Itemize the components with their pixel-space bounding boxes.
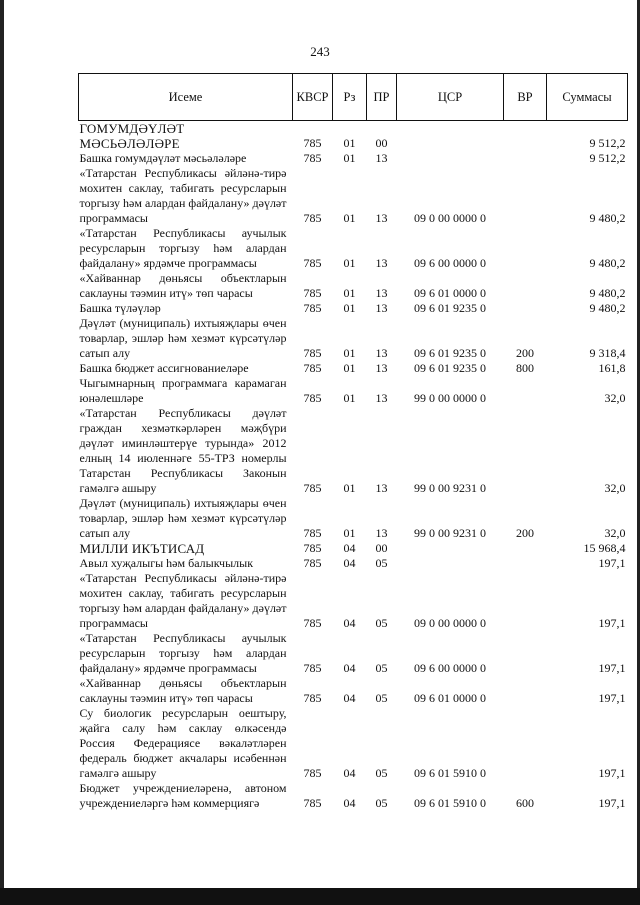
cell-rz: 01 xyxy=(343,256,356,270)
cell-sum: 197,1 xyxy=(598,556,626,570)
cell-csr xyxy=(397,541,504,556)
cell-name: Башка гомумдәүләт мәсьәләләре xyxy=(79,151,247,165)
cell-kvsr: 785 xyxy=(303,556,322,570)
table-header-row xyxy=(79,74,628,121)
cell-name: «Татарстан Республикасы дәүләт граждан хезмәткәрләрен мәҗбүри дәүләт иминләштерүе турында» 2012 елның 14 июленнәге 55-ТРЗ номерлы Татарстан Республикасы Законын гамәлгә ашыру xyxy=(79,406,287,495)
cell-pr: 05 xyxy=(375,556,388,570)
table-row xyxy=(79,706,628,781)
cell-rz: 01 xyxy=(343,286,356,300)
scan-left-edge xyxy=(0,0,4,905)
cell-vr: 200 xyxy=(516,346,534,360)
cell-rz: 01 xyxy=(343,481,356,495)
cell-kvsr: 785 xyxy=(303,481,322,495)
cell-pr: 13 xyxy=(375,391,388,405)
cell-sum: 9 480,2 xyxy=(589,286,626,300)
cell-pr: 13 xyxy=(375,346,388,360)
cell-name: Су биологик ресурсларын оештыру, җайга салу һәм саклау өлкәсендә Россия Федерациясе вәкаләтләрен федераль бюджет акчалары исәбеннән гамәлгә ашыру xyxy=(79,706,287,780)
cell-vr xyxy=(504,631,547,676)
cell-sum: 9 512,2 xyxy=(589,151,626,165)
header-name: Исеме xyxy=(79,74,293,121)
cell-pr: 13 xyxy=(375,211,388,225)
cell-pr: 13 xyxy=(375,301,388,315)
header-rz: Рз xyxy=(333,74,367,121)
table-row xyxy=(79,376,628,406)
cell-vr xyxy=(504,556,547,571)
cell-kvsr: 785 xyxy=(303,286,322,300)
cell-vr xyxy=(504,406,547,496)
cell-name: Дәүләт (муниципаль) ихтыяҗлары өчен товарлар, эшләр һәм хезмәт күрсәтүләр сатып алу xyxy=(79,496,287,540)
cell-sum: 32,0 xyxy=(604,391,626,405)
cell-pr: 13 xyxy=(375,361,388,375)
cell-vr xyxy=(504,301,547,316)
cell-kvsr: 785 xyxy=(303,766,322,780)
cell-vr xyxy=(504,676,547,706)
cell-rz: 01 xyxy=(343,361,356,375)
cell-rz: 04 xyxy=(343,691,356,705)
budget-table xyxy=(78,73,628,811)
cell-name: МИЛЛИ ИКЪТИСАД xyxy=(79,541,205,556)
cell-kvsr: 785 xyxy=(303,301,322,315)
cell-rz: 01 xyxy=(343,211,356,225)
cell-kvsr: 785 xyxy=(303,346,322,360)
cell-vr xyxy=(504,121,547,152)
cell-name: Авыл хуҗалыгы һәм балыкчылык xyxy=(79,556,254,570)
cell-rz: 04 xyxy=(343,766,356,780)
table-row xyxy=(79,676,628,706)
cell-rz: 04 xyxy=(343,796,356,810)
cell-sum: 9 480,2 xyxy=(589,301,626,315)
cell-rz: 01 xyxy=(343,301,356,315)
page-number: 243 xyxy=(310,44,330,59)
cell-kvsr: 785 xyxy=(303,691,322,705)
cell-vr xyxy=(504,706,547,781)
table-row xyxy=(79,406,628,496)
cell-name: Чыгымнарның программага карамаган юнәлешләре xyxy=(79,376,287,405)
cell-kvsr: 785 xyxy=(303,616,322,630)
table-row xyxy=(79,316,628,361)
cell-csr: 09 6 00 0000 0 xyxy=(414,661,486,675)
cell-pr: 00 xyxy=(375,136,388,150)
cell-vr: 800 xyxy=(516,361,534,375)
cell-pr: 05 xyxy=(375,616,388,630)
cell-vr xyxy=(504,226,547,271)
cell-rz: 04 xyxy=(343,556,356,570)
cell-name: Дәүләт (муниципаль) ихтыяҗлары өчен товарлар, эшләр һәм хезмәт күрсәтүләр сатып алу xyxy=(79,316,287,360)
cell-pr: 13 xyxy=(375,526,388,540)
cell-csr: 09 6 01 9235 0 xyxy=(414,301,486,315)
cell-pr: 13 xyxy=(375,286,388,300)
cell-name: Бюджет учреждениеләренә, автоном учреждениеләргә һәм коммерциягә xyxy=(79,781,287,810)
cell-rz: 01 xyxy=(343,136,356,150)
table-row xyxy=(79,496,628,541)
table-row xyxy=(79,226,628,271)
cell-rz: 04 xyxy=(343,541,356,555)
cell-name: Башка бюджет ассигнованиеләре xyxy=(79,361,249,375)
cell-pr: 13 xyxy=(375,151,388,165)
cell-sum: 197,1 xyxy=(598,661,626,675)
header-vr: ВР xyxy=(504,74,547,121)
cell-csr: 09 6 01 5910 0 xyxy=(414,766,486,780)
cell-sum: 197,1 xyxy=(598,616,626,630)
table-row xyxy=(79,571,628,631)
cell-sum: 197,1 xyxy=(598,796,626,810)
cell-sum: 9 480,2 xyxy=(589,256,626,270)
cell-csr: 09 6 01 9235 0 xyxy=(414,346,486,360)
table-row xyxy=(79,166,628,226)
cell-csr: 09 6 00 0000 0 xyxy=(414,256,486,270)
cell-name: «Хайваннар дөньясы объектларын саклауны тәэмин итү» төп чарасы xyxy=(79,676,287,705)
cell-kvsr: 785 xyxy=(303,256,322,270)
cell-kvsr: 785 xyxy=(303,391,322,405)
cell-pr: 05 xyxy=(375,661,388,675)
cell-rz: 01 xyxy=(343,391,356,405)
cell-csr xyxy=(397,151,504,166)
cell-pr: 05 xyxy=(375,766,388,780)
cell-pr: 00 xyxy=(375,541,388,555)
cell-csr: 09 0 00 0000 0 xyxy=(414,616,486,630)
cell-name: «Татарстан Республикасы аучылык ресурсларын торгызу һәм алардан файдалану» ярдәмче программасы xyxy=(79,226,287,270)
table-row xyxy=(79,151,628,166)
cell-csr: 99 0 00 9231 0 xyxy=(414,481,486,495)
table-row xyxy=(79,301,628,316)
cell-rz: 04 xyxy=(343,661,356,675)
cell-vr xyxy=(504,571,547,631)
cell-rz: 04 xyxy=(343,616,356,630)
cell-sum: 32,0 xyxy=(604,526,626,540)
cell-name: ГОМУМДӘҮЛӘТ МӘСЬӘЛӘЛӘРЕ xyxy=(79,121,185,151)
cell-vr: 200 xyxy=(516,526,534,540)
scan-bottom-bar xyxy=(0,888,640,905)
table-body xyxy=(79,121,628,812)
cell-sum: 9 318,4 xyxy=(589,346,626,360)
cell-pr: 13 xyxy=(375,256,388,270)
table-row xyxy=(79,271,628,301)
cell-csr xyxy=(397,556,504,571)
cell-rz: 01 xyxy=(343,346,356,360)
cell-kvsr: 785 xyxy=(303,796,322,810)
header-sum: Суммасы xyxy=(547,74,628,121)
cell-csr xyxy=(397,121,504,152)
cell-sum: 161,8 xyxy=(598,361,626,375)
cell-csr: 09 6 01 0000 0 xyxy=(414,286,486,300)
cell-name: Башка түләүләр xyxy=(79,301,161,315)
cell-sum: 9 512,2 xyxy=(589,136,626,150)
cell-pr: 05 xyxy=(375,691,388,705)
cell-csr: 09 6 01 0000 0 xyxy=(414,691,486,705)
cell-rz: 01 xyxy=(343,151,356,165)
cell-name: «Хайваннар дөньясы объектларын саклауны тәэмин итү» төп чарасы xyxy=(79,271,287,300)
cell-kvsr: 785 xyxy=(303,361,322,375)
cell-vr xyxy=(504,271,547,301)
cell-kvsr: 785 xyxy=(303,526,322,540)
cell-vr xyxy=(504,376,547,406)
cell-pr: 05 xyxy=(375,796,388,810)
cell-kvsr: 785 xyxy=(303,211,322,225)
cell-sum: 197,1 xyxy=(598,691,626,705)
table-row xyxy=(79,556,628,571)
cell-sum: 9 480,2 xyxy=(589,211,626,225)
header-kvsr: КВСР xyxy=(293,74,333,121)
cell-csr: 09 6 01 5910 0 xyxy=(414,796,486,810)
table-row xyxy=(79,541,628,556)
cell-kvsr: 785 xyxy=(303,136,322,150)
cell-vr xyxy=(504,151,547,166)
cell-kvsr: 785 xyxy=(303,661,322,675)
cell-name: «Татарстан Республикасы аучылык ресурсларын торгызу һәм алардан файдалану» ярдәмче программасы xyxy=(79,631,287,675)
cell-vr xyxy=(504,166,547,226)
table-row xyxy=(79,121,628,152)
header-pr: ПР xyxy=(367,74,397,121)
cell-pr: 13 xyxy=(375,481,388,495)
cell-name: «Татарстан Республикасы әйләнә-тирә мохитен саклау, табигать ресурсларын торгызу һәм алардан файдалану» дәүләт программасы xyxy=(79,166,287,225)
header-csr: ЦСР xyxy=(397,74,504,121)
cell-kvsr: 785 xyxy=(303,151,322,165)
table-row xyxy=(79,631,628,676)
cell-csr: 09 6 01 9235 0 xyxy=(414,361,486,375)
cell-csr: 99 0 00 9231 0 xyxy=(414,526,486,540)
cell-sum: 197,1 xyxy=(598,766,626,780)
table-row xyxy=(79,781,628,811)
cell-sum: 32,0 xyxy=(604,481,626,495)
cell-vr: 600 xyxy=(516,796,534,810)
cell-rz: 01 xyxy=(343,526,356,540)
cell-name: «Татарстан Республикасы әйләнә-тирә мохитен саклау, табигать ресурсларын торгызу һәм алардан файдалану» дәүләт программасы xyxy=(79,571,287,630)
cell-sum: 15 968,4 xyxy=(583,541,626,555)
budget-table-container xyxy=(78,73,627,811)
cell-vr xyxy=(504,541,547,556)
cell-csr: 09 0 00 0000 0 xyxy=(414,211,486,225)
table-row xyxy=(79,361,628,376)
cell-csr: 99 0 00 0000 0 xyxy=(414,391,486,405)
cell-kvsr: 785 xyxy=(303,541,322,555)
